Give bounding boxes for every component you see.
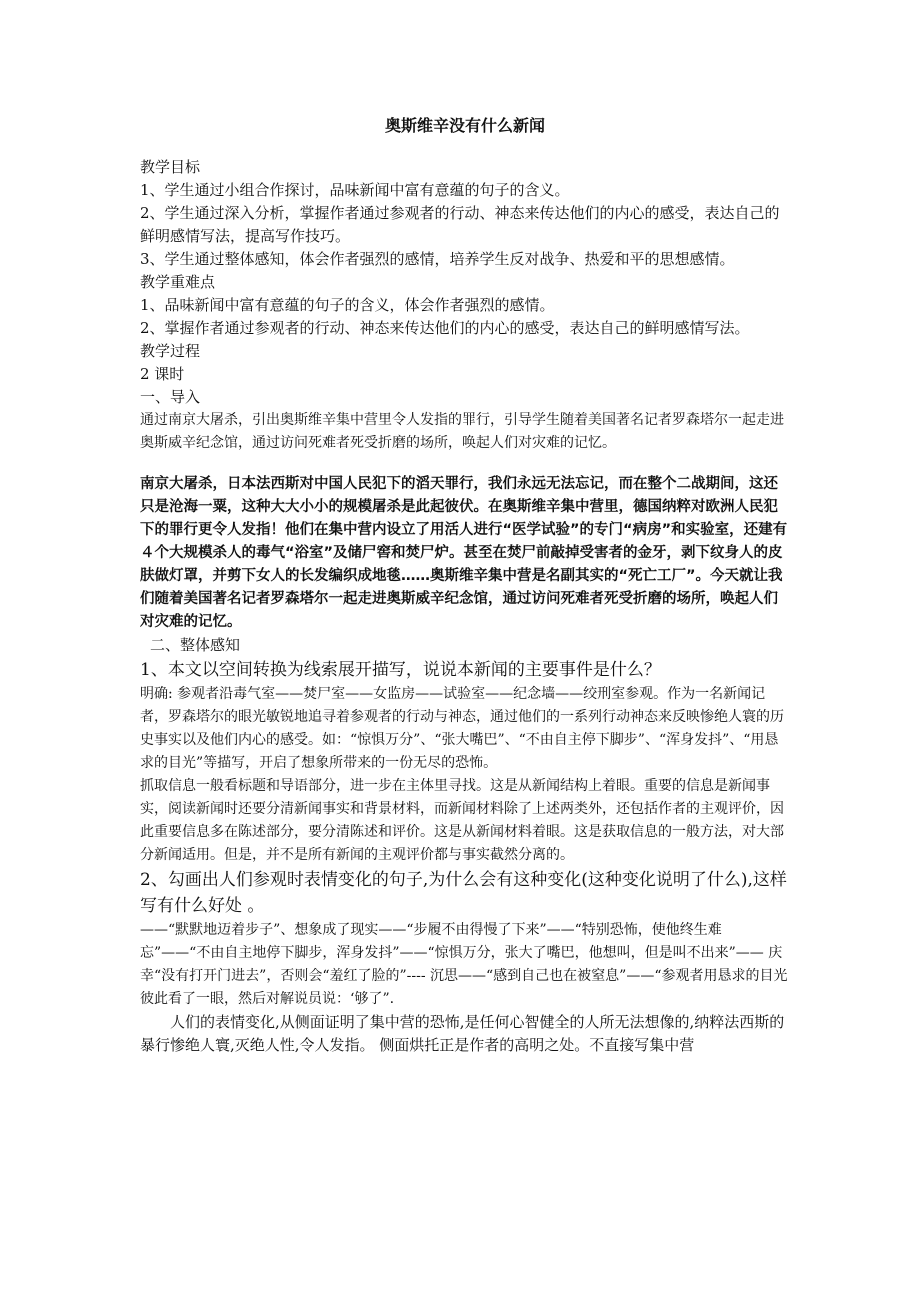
document-title: 奥斯维辛没有什么新闻 (384, 116, 545, 135)
process-heading: 教学过程 (140, 342, 201, 360)
question-2-summary: 人们的表情变化,从侧面证明了集中营的恐怖,是任何心智健全的人所无法想像的,纳粹法西斯的暴行惨绝人寰,灭绝人性,令人发指。 侧面烘托正是作者的高明之处。不直接写集中营 (140, 1013, 785, 1054)
section-2-heading: 二、整体感知 (150, 636, 241, 654)
question-2-answer: ——“默默地迈着步子”、想象成了现实——“步履不由得慢了下来”——“特别恐怖，使他终生难忘”——“不由自主地停下脚步，浑身发抖”——“惊惧万分，张大了嘴巴，他想叫，但是叫不出来”—— 庆幸“没有打开门进去”，否则会“羞红了脸的”---- 沉思——“感到自己也在被窒息”——“参观者用恳求的目光彼此看了一眼，然后对解说员说：‘够了”. (140, 922, 788, 1007)
question-1-answer: 明确: 参观者沿毒气室——焚尸室——女监房——试验室——纪念墙——绞刑室参观。作为一名新闻记者，罗森塔尔的眼光敏锐地追寻着参观者的行动与神态，通过他们的一系列行动神态来反映惨绝人寰的历史事实以及他们内心的感受。如：“惊惧万分”、“张大嘴巴”、“不由自主停下脚步”、“浑身发抖”、“用恳求的目光”等描写，开启了想象所带来的一份无尽的恐怖。 (140, 686, 784, 771)
key-point-1: 1、品味新闻中富有意蕴的句子的含义，体会作者强烈的感情。 (140, 296, 555, 314)
objective-3: 3、学生通过整体感知，体会作者强烈的感情，培养学生反对战争、热爱和平的思想感情。 (140, 250, 735, 268)
objective-2: 2、学生通过深入分析，掌握作者通过参观者的行动、神态来传达他们的内心的感受，表达自己的鲜明感情写法，提高写作技巧。 (140, 204, 780, 245)
section-1-intro: 通过南京大屠杀，引出奥斯维辛集中营里令人发指的罪行，引导学生随着美国著名记者罗森塔尔一起走进奥斯威辛纪念馆，通过访问死难者死受折磨的场所，唤起人们对灾难的记忆。 (140, 412, 784, 451)
question-1-note: 抓取信息一般看标题和导语部分，进一步在主体里寻找。这是从新闻结构上着眼。重要的信息是新闻事实，阅读新闻时还要分清新闻事实和背景材料，而新闻材料除了上述两类外，还包括作者的主观评价，因此重要信息多在陈述部分，要分清陈述和评价。这是从新闻材料着眼。这是获取信息的一般方法，对大部分新闻适用。但是，并不是所有新闻的主观评价都与事实截然分离的。 (140, 778, 784, 863)
key-points-heading: 教学重难点 (140, 273, 216, 291)
section-1-heading: 一、导入 (140, 388, 201, 406)
key-point-2: 2、掌握作者通过参观者的行动、神态来传达他们的内心的感受，表达自己的鲜明感情写法。 (140, 319, 750, 337)
question-2: 2、勾画出人们参观时表情变化的句子,为什么会有这种变化(这种变化说明了什么),这样写有什么好处 。 (140, 870, 787, 916)
objectives-heading: 教学目标 (140, 158, 201, 176)
objective-1: 1、学生通过小组合作探讨，品味新闻中富有意蕴的句子的含义。 (140, 181, 570, 199)
question-1: 1、本文以空间转换为线索展开描写，说说本新闻的主要事件是什么？ (140, 660, 661, 680)
class-hours: 2 课时 (140, 365, 185, 383)
section-1-bold-paragraph: 南京大屠杀，日本法西斯对中国人民犯下的滔天罪行，我们永远无法忘记，而在整个二战期间，这还只是沧海一粟，这种大大小小的规模屠杀是此起彼伏。在奥斯维辛集中营里，德国纳粹对欧洲人民犯下的罪行更令人发指！他们在集中营内设立了用活人进行“医学试验”的专门“病房”和实验室，还建有４个大规模杀人的毒气“浴室”及储尸窖和焚尸炉。甚至在焚尸前敲掉受害者的金牙，剥下纹身人的皮肤做灯罩，并剪下女人的长发编织成地毯……奥斯维辛集中营是名副其实的“死亡工厂”。今天就让我们随着美国著名记者罗森塔尔一起走进奥斯威辛纪念馆，通过访问死难者死受折磨的场所，唤起人们对灾难的记忆。 (140, 476, 788, 630)
